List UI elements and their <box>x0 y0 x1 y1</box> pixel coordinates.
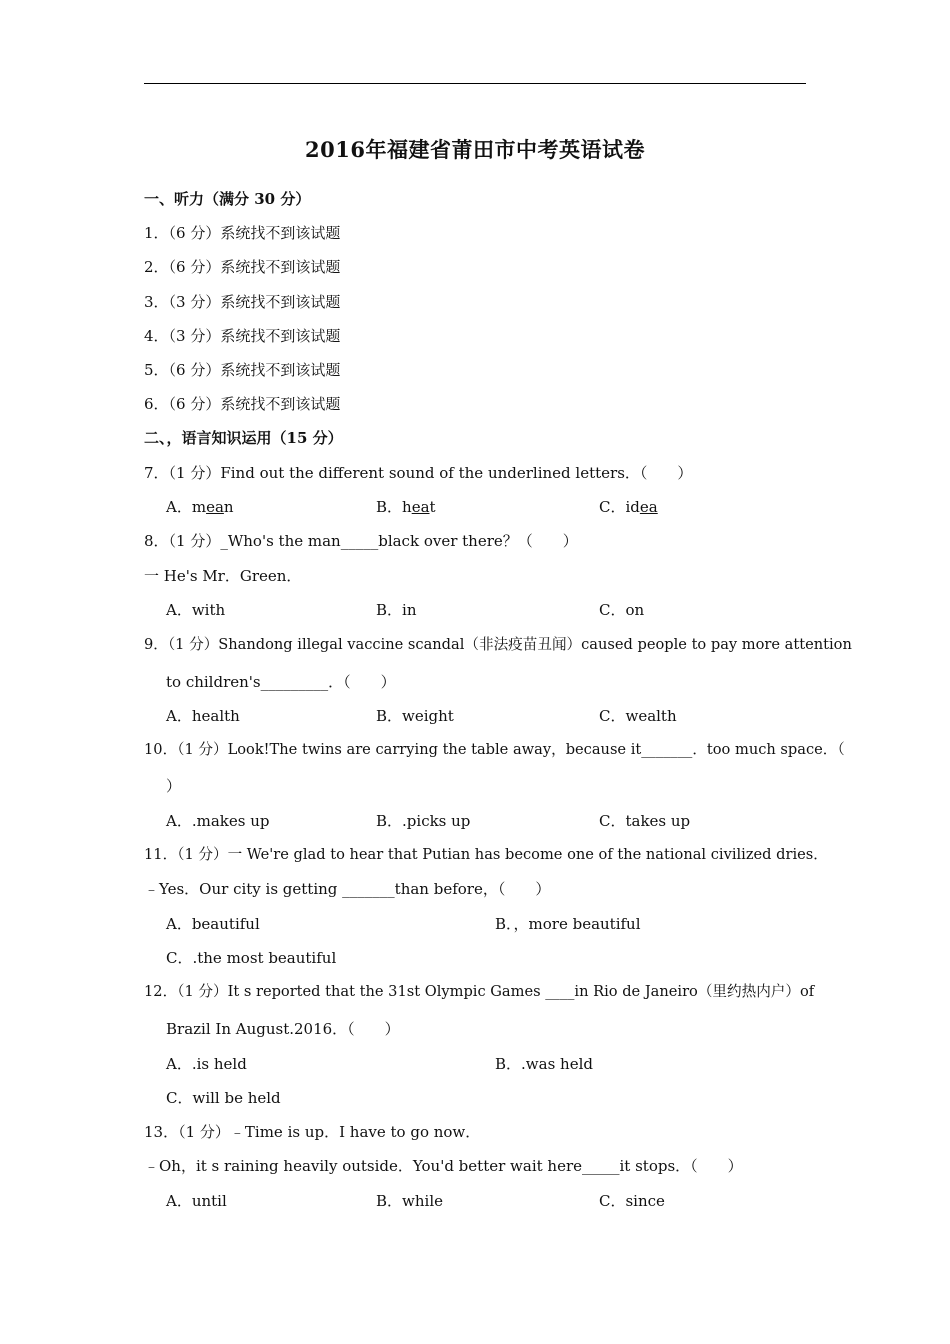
question-7-option-b <box>376 497 436 517</box>
question-9-stem-line-1: 9．（1 分）Shandong illegal vaccine scandal（非法疫苗丑闻）caused people to pay more attention <box>144 636 852 653</box>
header-rule <box>144 83 806 84</box>
underlined-letters: ea <box>411 498 430 516</box>
question-10-option-a: A．.makes up <box>166 812 270 830</box>
section-heading-language: 二、，语言知识运用（15 分） <box>144 429 343 447</box>
question-8-option-c: C．on <box>599 601 645 619</box>
underlined-letters: ea <box>639 498 658 516</box>
question-8-answer-line: 一 He's Mr．Green． <box>144 567 302 585</box>
question-13-stem-line-1: 13．（1 分）﹣Time is up．I have to go now． <box>144 1123 481 1141</box>
question-12-stem-line-1: 12．（1 分）It s reported that the 31st Olympic Games ____in Rio de Janeiro（里约热内户）of <box>144 983 815 1000</box>
question-13-option-a: A．until <box>166 1192 227 1210</box>
question-8-option-b: B．in <box>376 601 417 619</box>
section-heading-listening: 一、听力（满分 30 分） <box>144 190 311 208</box>
question-10-stem-line-1: 10．（1 分）Look!The twins are carrying the table away，because it_______．too much space．（ <box>144 741 845 758</box>
question-11-stem-line-2: ﹣Yes．Our city is getting _______than before，（ ） <box>144 880 551 898</box>
question-7-stem: 7．（1 分）Find out the different sound of the underlined letters．（ ） <box>144 464 693 482</box>
option-suffix: t <box>429 498 436 516</box>
page-title: 2016年福建省莆田市中考英语试卷 <box>305 137 645 162</box>
listening-item-4: 4．（3 分）系统找不到该试题 <box>144 327 341 345</box>
question-13-stem-line-2: ﹣Oh，it s raining heavily outside．You'd better wait here_____it stops．（ ） <box>144 1157 743 1175</box>
question-7-option-c <box>599 497 658 517</box>
question-10-option-c: C．takes up <box>599 812 691 830</box>
listening-item-6: 6．（6 分）系统找不到该试题 <box>144 395 341 413</box>
question-11-option-c: C．.the most beautiful <box>166 949 337 967</box>
listening-item-1: 1．（6 分）系统找不到该试题 <box>144 224 341 242</box>
question-12-stem-line-2: Brazil In August.2016．（ ） <box>166 1020 400 1038</box>
question-10-option-b: B．.picks up <box>376 812 471 830</box>
question-8-option-a: A．with <box>166 601 226 619</box>
option-prefix: C．id <box>599 498 640 516</box>
question-11-option-b: B．，more beautiful <box>495 915 641 933</box>
option-prefix: B．h <box>376 498 412 516</box>
listening-item-5: 5．（6 分）系统找不到该试题 <box>144 361 341 379</box>
question-9-option-a: A．health <box>166 707 240 725</box>
question-12-option-a: A．.is held <box>166 1055 247 1073</box>
question-7-option-a <box>166 497 234 517</box>
question-13-option-c: C．since <box>599 1192 665 1210</box>
question-9-option-c: C．wealth <box>599 707 677 725</box>
question-12-option-c: C．will be held <box>166 1089 281 1107</box>
question-10-stem-line-2: ） <box>166 777 182 795</box>
question-13-option-b: B．while <box>376 1192 443 1210</box>
option-prefix: A．m <box>166 498 207 516</box>
question-9-stem-line-2: to children's_________．（ ） <box>166 673 396 691</box>
listening-item-3: 3．（3 分）系统找不到该试题 <box>144 293 341 311</box>
question-11-option-a: A．beautiful <box>166 915 260 933</box>
underlined-letters: ea <box>206 498 224 516</box>
option-suffix: n <box>223 498 234 516</box>
listening-item-2: 2．（6 分）系统找不到该试题 <box>144 258 341 276</box>
question-9-option-b: B．weight <box>376 707 454 725</box>
question-8-stem: 8．（1 分）_Who's the man_____black over there？（ ） <box>144 532 578 550</box>
question-12-option-b: B．.was held <box>495 1055 593 1073</box>
question-11-stem-line-1: 11．（1 分）一 We're glad to hear that Putian has become one of the national civilized dries． <box>144 846 828 863</box>
